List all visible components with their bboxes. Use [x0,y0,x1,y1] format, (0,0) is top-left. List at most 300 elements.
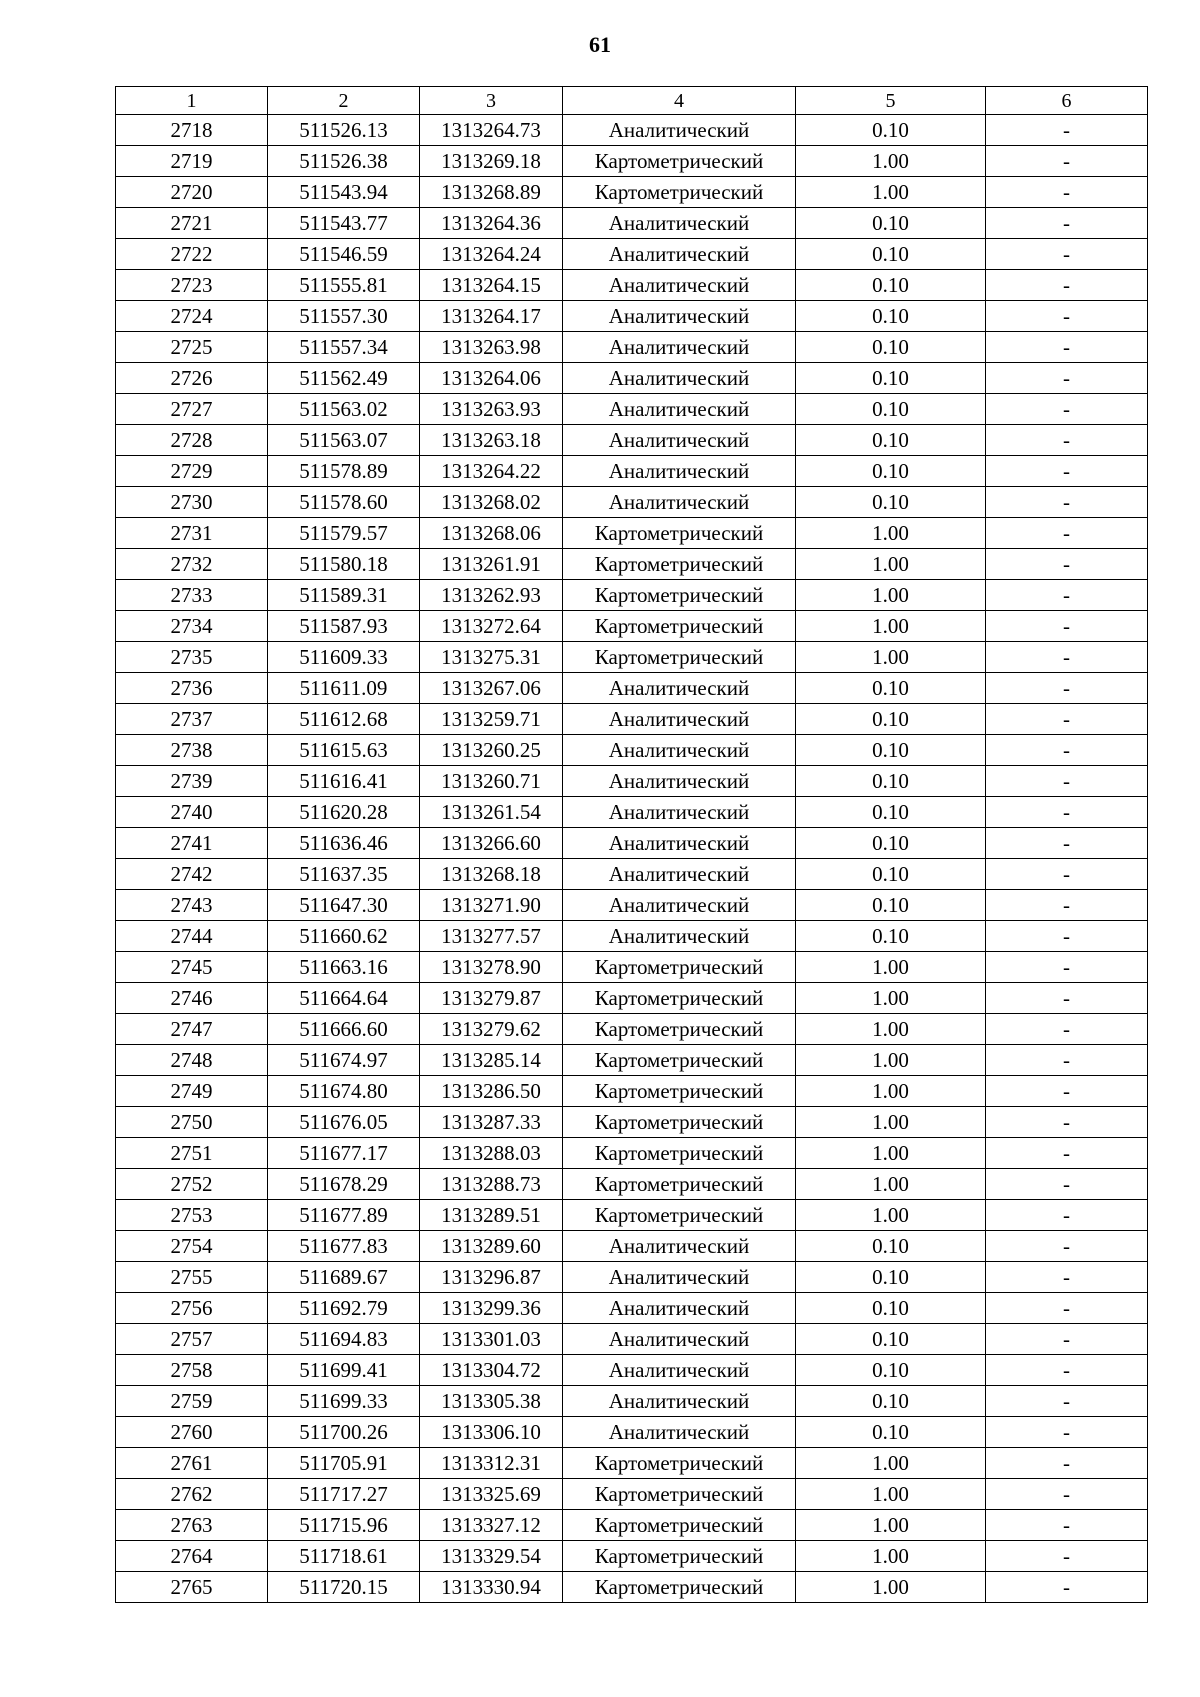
y-coordinate-cell: 1313277.57 [420,921,563,952]
table-row [116,1169,1148,1200]
method-cell: Картометрический [563,549,796,580]
table-row [116,487,1148,518]
note-cell: - [986,1107,1148,1138]
method-cell: Картометрический [563,1045,796,1076]
point-number-cell: 2763 [116,1510,268,1541]
x-coordinate-cell: 511543.94 [268,177,420,208]
table-row [116,1045,1148,1076]
accuracy-cell: 1.00 [796,1541,986,1572]
method-cell: Аналитический [563,270,796,301]
accuracy-cell: 0.10 [796,673,986,704]
table-header-row [116,87,1148,115]
accuracy-cell: 0.10 [796,115,986,146]
accuracy-cell: 0.10 [796,921,986,952]
point-number-cell: 2753 [116,1200,268,1231]
accuracy-cell: 1.00 [796,1448,986,1479]
x-coordinate-cell: 511699.33 [268,1386,420,1417]
point-number-cell: 2747 [116,1014,268,1045]
point-number-cell: 2724 [116,301,268,332]
note-cell: - [986,580,1148,611]
x-coordinate-cell: 511678.29 [268,1169,420,1200]
note-cell: - [986,239,1148,270]
point-number-cell: 2751 [116,1138,268,1169]
table-row [116,1107,1148,1138]
method-cell: Аналитический [563,1324,796,1355]
note-cell: - [986,983,1148,1014]
point-number-cell: 2740 [116,797,268,828]
method-cell: Картометрический [563,611,796,642]
note-cell: - [986,177,1148,208]
column-header: 1 [116,87,268,115]
method-cell: Аналитический [563,735,796,766]
method-cell: Картометрический [563,983,796,1014]
method-cell: Аналитический [563,673,796,704]
point-number-cell: 2757 [116,1324,268,1355]
x-coordinate-cell: 511636.46 [268,828,420,859]
method-cell: Аналитический [563,704,796,735]
table-row [116,1293,1148,1324]
point-number-cell: 2728 [116,425,268,456]
page-number: 61 [589,32,611,57]
table-row [116,394,1148,425]
method-cell: Картометрический [563,1169,796,1200]
point-number-cell: 2759 [116,1386,268,1417]
method-cell: Аналитический [563,1262,796,1293]
accuracy-cell: 0.10 [796,1417,986,1448]
x-coordinate-cell: 511612.68 [268,704,420,735]
y-coordinate-cell: 1313312.31 [420,1448,563,1479]
point-number-cell: 2765 [116,1572,268,1603]
y-coordinate-cell: 1313268.89 [420,177,563,208]
accuracy-cell: 0.10 [796,704,986,735]
table-row [116,1541,1148,1572]
point-number-cell: 2736 [116,673,268,704]
note-cell: - [986,673,1148,704]
y-coordinate-cell: 1313296.87 [420,1262,563,1293]
y-coordinate-cell: 1313268.18 [420,859,563,890]
accuracy-cell: 1.00 [796,642,986,673]
table-row [116,704,1148,735]
y-coordinate-cell: 1313263.93 [420,394,563,425]
method-cell: Аналитический [563,766,796,797]
y-coordinate-cell: 1313327.12 [420,1510,563,1541]
accuracy-cell: 0.10 [796,828,986,859]
x-coordinate-cell: 511587.93 [268,611,420,642]
x-coordinate-cell: 511705.91 [268,1448,420,1479]
method-cell: Картометрический [563,1572,796,1603]
point-number-cell: 2729 [116,456,268,487]
point-number-cell: 2746 [116,983,268,1014]
accuracy-cell: 0.10 [796,1231,986,1262]
point-number-cell: 2726 [116,363,268,394]
accuracy-cell: 1.00 [796,1076,986,1107]
method-cell: Картометрический [563,1076,796,1107]
y-coordinate-cell: 1313267.06 [420,673,563,704]
table-row [116,456,1148,487]
point-number-cell: 2741 [116,828,268,859]
table-row [116,518,1148,549]
note-cell: - [986,611,1148,642]
x-coordinate-cell: 511676.05 [268,1107,420,1138]
method-cell: Аналитический [563,1231,796,1262]
method-cell: Картометрический [563,1014,796,1045]
note-cell: - [986,828,1148,859]
table-row [116,1138,1148,1169]
point-number-cell: 2761 [116,1448,268,1479]
method-cell: Картометрический [563,177,796,208]
note-cell: - [986,1355,1148,1386]
accuracy-cell: 1.00 [796,1510,986,1541]
accuracy-cell: 1.00 [796,1200,986,1231]
method-cell: Аналитический [563,921,796,952]
accuracy-cell: 0.10 [796,1293,986,1324]
y-coordinate-cell: 1313268.02 [420,487,563,518]
note-cell: - [986,1014,1148,1045]
accuracy-cell: 1.00 [796,983,986,1014]
note-cell: - [986,1479,1148,1510]
point-number-cell: 2760 [116,1417,268,1448]
note-cell: - [986,487,1148,518]
method-cell: Аналитический [563,208,796,239]
y-coordinate-cell: 1313279.62 [420,1014,563,1045]
method-cell: Картометрический [563,1510,796,1541]
x-coordinate-cell: 511615.63 [268,735,420,766]
x-coordinate-cell: 511677.17 [268,1138,420,1169]
note-cell: - [986,549,1148,580]
point-number-cell: 2755 [116,1262,268,1293]
table-body [116,115,1148,1603]
table-row [116,301,1148,332]
method-cell: Картометрический [563,1107,796,1138]
x-coordinate-cell: 511579.57 [268,518,420,549]
point-number-cell: 2733 [116,580,268,611]
method-cell: Аналитический [563,487,796,518]
y-coordinate-cell: 1313299.36 [420,1293,563,1324]
method-cell: Аналитический [563,828,796,859]
x-coordinate-cell: 511715.96 [268,1510,420,1541]
y-coordinate-cell: 1313260.71 [420,766,563,797]
point-number-cell: 2754 [116,1231,268,1262]
x-coordinate-cell: 511563.02 [268,394,420,425]
table-row [116,146,1148,177]
x-coordinate-cell: 511611.09 [268,673,420,704]
x-coordinate-cell: 511557.30 [268,301,420,332]
table-row [116,1386,1148,1417]
method-cell: Аналитический [563,456,796,487]
y-coordinate-cell: 1313329.54 [420,1541,563,1572]
table-row [116,1448,1148,1479]
table-row [116,983,1148,1014]
note-cell: - [986,1572,1148,1603]
y-coordinate-cell: 1313266.60 [420,828,563,859]
accuracy-cell: 0.10 [796,735,986,766]
column-header: 5 [796,87,986,115]
accuracy-cell: 0.10 [796,1355,986,1386]
y-coordinate-cell: 1313289.51 [420,1200,563,1231]
table-row [116,673,1148,704]
accuracy-cell: 0.10 [796,890,986,921]
table-row [116,1355,1148,1386]
note-cell: - [986,797,1148,828]
accuracy-cell: 1.00 [796,1572,986,1603]
table-row [116,1324,1148,1355]
x-coordinate-cell: 511717.27 [268,1479,420,1510]
method-cell: Картометрический [563,1479,796,1510]
note-cell: - [986,1324,1148,1355]
table-row [116,797,1148,828]
y-coordinate-cell: 1313304.72 [420,1355,563,1386]
x-coordinate-cell: 511546.59 [268,239,420,270]
point-number-cell: 2732 [116,549,268,580]
accuracy-cell: 1.00 [796,1479,986,1510]
x-coordinate-cell: 511543.77 [268,208,420,239]
method-cell: Аналитический [563,363,796,394]
accuracy-cell: 0.10 [796,239,986,270]
x-coordinate-cell: 511555.81 [268,270,420,301]
point-number-cell: 2723 [116,270,268,301]
table-row [116,177,1148,208]
x-coordinate-cell: 511557.34 [268,332,420,363]
x-coordinate-cell: 511674.97 [268,1045,420,1076]
method-cell: Аналитический [563,115,796,146]
accuracy-cell: 1.00 [796,611,986,642]
table-row [116,890,1148,921]
y-coordinate-cell: 1313264.15 [420,270,563,301]
method-cell: Аналитический [563,797,796,828]
x-coordinate-cell: 511637.35 [268,859,420,890]
y-coordinate-cell: 1313264.06 [420,363,563,394]
table-row [116,239,1148,270]
x-coordinate-cell: 511616.41 [268,766,420,797]
accuracy-cell: 1.00 [796,518,986,549]
x-coordinate-cell: 511689.67 [268,1262,420,1293]
note-cell: - [986,115,1148,146]
method-cell: Аналитический [563,1417,796,1448]
x-coordinate-cell: 511664.64 [268,983,420,1014]
point-number-cell: 2718 [116,115,268,146]
note-cell: - [986,1231,1148,1262]
accuracy-cell: 0.10 [796,394,986,425]
y-coordinate-cell: 1313305.38 [420,1386,563,1417]
accuracy-cell: 1.00 [796,146,986,177]
point-number-cell: 2727 [116,394,268,425]
y-coordinate-cell: 1313275.31 [420,642,563,673]
table-row [116,1262,1148,1293]
point-number-cell: 2748 [116,1045,268,1076]
x-coordinate-cell: 511700.26 [268,1417,420,1448]
accuracy-cell: 0.10 [796,766,986,797]
table-row [116,1510,1148,1541]
y-coordinate-cell: 1313261.54 [420,797,563,828]
table-row [116,735,1148,766]
point-number-cell: 2719 [116,146,268,177]
table-row [116,1076,1148,1107]
y-coordinate-cell: 1313286.50 [420,1076,563,1107]
y-coordinate-cell: 1313288.03 [420,1138,563,1169]
method-cell: Картометрический [563,580,796,611]
note-cell: - [986,456,1148,487]
x-coordinate-cell: 511578.89 [268,456,420,487]
note-cell: - [986,1200,1148,1231]
note-cell: - [986,146,1148,177]
y-coordinate-cell: 1313263.98 [420,332,563,363]
table-row [116,363,1148,394]
method-cell: Картометрический [563,1541,796,1572]
table-row [116,580,1148,611]
accuracy-cell: 0.10 [796,859,986,890]
accuracy-cell: 1.00 [796,177,986,208]
table-row [116,1014,1148,1045]
note-cell: - [986,704,1148,735]
point-number-cell: 2744 [116,921,268,952]
point-number-cell: 2743 [116,890,268,921]
accuracy-cell: 0.10 [796,208,986,239]
column-header: 4 [563,87,796,115]
x-coordinate-cell: 511578.60 [268,487,420,518]
method-cell: Картометрический [563,952,796,983]
point-number-cell: 2749 [116,1076,268,1107]
note-cell: - [986,859,1148,890]
column-header: 2 [268,87,420,115]
point-number-cell: 2734 [116,611,268,642]
accuracy-cell: 0.10 [796,456,986,487]
accuracy-cell: 0.10 [796,270,986,301]
method-cell: Аналитический [563,890,796,921]
y-coordinate-cell: 1313264.73 [420,115,563,146]
y-coordinate-cell: 1313264.36 [420,208,563,239]
table-row [116,208,1148,239]
y-coordinate-cell: 1313306.10 [420,1417,563,1448]
point-number-cell: 2737 [116,704,268,735]
x-coordinate-cell: 511677.83 [268,1231,420,1262]
y-coordinate-cell: 1313278.90 [420,952,563,983]
y-coordinate-cell: 1313289.60 [420,1231,563,1262]
x-coordinate-cell: 511526.13 [268,115,420,146]
x-coordinate-cell: 511718.61 [268,1541,420,1572]
y-coordinate-cell: 1313301.03 [420,1324,563,1355]
note-cell: - [986,1293,1148,1324]
point-number-cell: 2725 [116,332,268,363]
y-coordinate-cell: 1313259.71 [420,704,563,735]
table-row [116,921,1148,952]
accuracy-cell: 1.00 [796,1107,986,1138]
method-cell: Аналитический [563,859,796,890]
note-cell: - [986,1448,1148,1479]
accuracy-cell: 1.00 [796,580,986,611]
y-coordinate-cell: 1313264.24 [420,239,563,270]
y-coordinate-cell: 1313271.90 [420,890,563,921]
note-cell: - [986,952,1148,983]
y-coordinate-cell: 1313263.18 [420,425,563,456]
accuracy-cell: 0.10 [796,1324,986,1355]
accuracy-cell: 0.10 [796,301,986,332]
method-cell: Картометрический [563,642,796,673]
x-coordinate-cell: 511563.07 [268,425,420,456]
y-coordinate-cell: 1313264.17 [420,301,563,332]
accuracy-cell: 1.00 [796,1014,986,1045]
point-number-cell: 2742 [116,859,268,890]
table-row [116,332,1148,363]
x-coordinate-cell: 511647.30 [268,890,420,921]
x-coordinate-cell: 511663.16 [268,952,420,983]
point-number-cell: 2750 [116,1107,268,1138]
note-cell: - [986,735,1148,766]
accuracy-cell: 0.10 [796,1262,986,1293]
note-cell: - [986,1138,1148,1169]
note-cell: - [986,1262,1148,1293]
note-cell: - [986,301,1148,332]
y-coordinate-cell: 1313260.25 [420,735,563,766]
y-coordinate-cell: 1313287.33 [420,1107,563,1138]
note-cell: - [986,1386,1148,1417]
point-number-cell: 2730 [116,487,268,518]
y-coordinate-cell: 1313261.91 [420,549,563,580]
accuracy-cell: 0.10 [796,363,986,394]
x-coordinate-cell: 511694.83 [268,1324,420,1355]
x-coordinate-cell: 511589.31 [268,580,420,611]
accuracy-cell: 0.10 [796,425,986,456]
point-number-cell: 2720 [116,177,268,208]
method-cell: Картометрический [563,1448,796,1479]
method-cell: Аналитический [563,1293,796,1324]
method-cell: Аналитический [563,332,796,363]
accuracy-cell: 0.10 [796,487,986,518]
x-coordinate-cell: 511562.49 [268,363,420,394]
note-cell: - [986,921,1148,952]
y-coordinate-cell: 1313285.14 [420,1045,563,1076]
point-number-cell: 2731 [116,518,268,549]
accuracy-cell: 1.00 [796,1045,986,1076]
note-cell: - [986,1169,1148,1200]
x-coordinate-cell: 511609.33 [268,642,420,673]
y-coordinate-cell: 1313279.87 [420,983,563,1014]
table-row [116,1417,1148,1448]
x-coordinate-cell: 511674.80 [268,1076,420,1107]
y-coordinate-cell: 1313272.64 [420,611,563,642]
point-number-cell: 2758 [116,1355,268,1386]
accuracy-cell: 0.10 [796,1386,986,1417]
table-row [116,1572,1148,1603]
table-row [116,766,1148,797]
method-cell: Картометрический [563,146,796,177]
note-cell: - [986,394,1148,425]
x-coordinate-cell: 511660.62 [268,921,420,952]
point-number-cell: 2756 [116,1293,268,1324]
method-cell: Аналитический [563,1386,796,1417]
coordinates-table [115,86,1148,1603]
x-coordinate-cell: 511720.15 [268,1572,420,1603]
y-coordinate-cell: 1313269.18 [420,146,563,177]
note-cell: - [986,425,1148,456]
note-cell: - [986,1510,1148,1541]
method-cell: Картометрический [563,518,796,549]
y-coordinate-cell: 1313330.94 [420,1572,563,1603]
note-cell: - [986,890,1148,921]
x-coordinate-cell: 511526.38 [268,146,420,177]
table-row [116,270,1148,301]
note-cell: - [986,208,1148,239]
accuracy-cell: 1.00 [796,1138,986,1169]
column-header: 6 [986,87,1148,115]
y-coordinate-cell: 1313262.93 [420,580,563,611]
note-cell: - [986,1541,1148,1572]
method-cell: Аналитический [563,394,796,425]
note-cell: - [986,270,1148,301]
point-number-cell: 2738 [116,735,268,766]
x-coordinate-cell: 511580.18 [268,549,420,580]
note-cell: - [986,1076,1148,1107]
y-coordinate-cell: 1313288.73 [420,1169,563,1200]
